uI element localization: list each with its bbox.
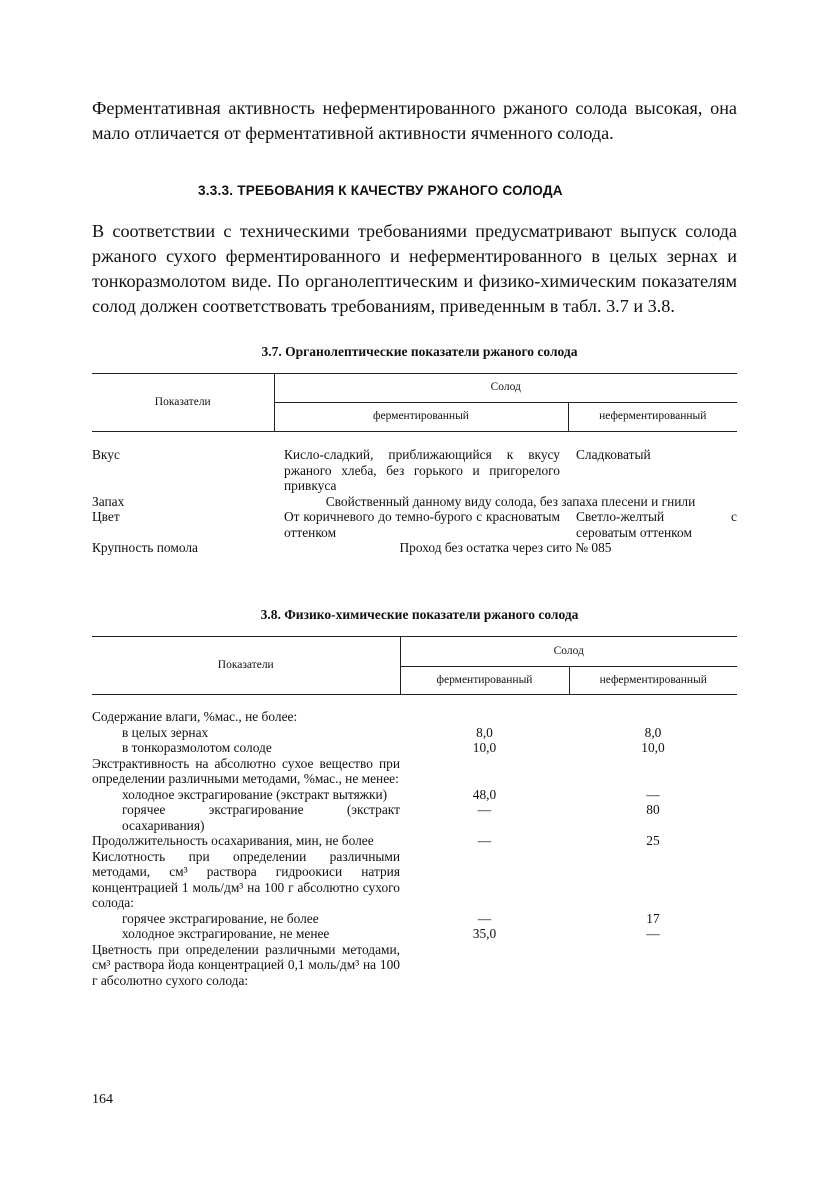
cell-fermented <box>400 942 569 989</box>
row-name: Запах <box>92 493 125 509</box>
cell-fermented: — <box>477 910 492 926</box>
row-label: Содержание влаги, %мас., не более: <box>92 709 298 724</box>
cell-fermented <box>400 695 569 725</box>
row-name: Цвет <box>92 509 120 524</box>
table-38-title: 3.8. Физико-химические показатели ржаного солода <box>260 607 579 622</box>
row-label: в целых зернах <box>122 724 209 740</box>
row-label: горячее экстрагирование, не более <box>122 910 319 926</box>
cell-fermented: — <box>477 802 492 817</box>
table-38-header-fermented: ферментированный <box>400 667 569 695</box>
cell-unfermented: 25 <box>646 833 660 848</box>
cell-fermented: 35,0 <box>472 926 497 941</box>
row-label: холодное экстрагирование (экстракт вытяжки) <box>122 786 388 802</box>
table-37-header-unfermented: неферментированный <box>568 403 737 432</box>
table-37-header-malt: Солод <box>274 374 737 403</box>
row-name: Крупность помола <box>92 540 198 555</box>
row-label: Продолжительность осахаривания, мин, не более <box>92 833 374 848</box>
cell-unfermented: Светло-желтый с сероватым оттенком <box>576 509 737 540</box>
cell-merged: Свойственный данному виду солода, без запаха плесени и гнили <box>325 493 696 509</box>
table-38-header-unfermented: неферментированный <box>569 667 737 695</box>
cell-fermented: 8,0 <box>476 724 493 740</box>
table-38 <box>92 636 737 988</box>
table-37-title: 3.7. Органолептические показатели ржаного солода <box>261 344 578 359</box>
table-37 <box>92 373 737 556</box>
cell-fermented <box>400 756 569 787</box>
table-row <box>92 725 737 741</box>
table-row <box>92 756 737 787</box>
table-row <box>92 740 737 756</box>
page-number: 164 <box>92 1092 113 1107</box>
cell-unfermented: — <box>646 786 660 802</box>
table-row <box>92 911 737 927</box>
row-label: Цветность при определении различными методами, см³ раствора йода концентрацией 0,1 моль/дм³ на 100 г абсолютно сухого солода: <box>92 941 400 988</box>
cell-unfermented <box>569 756 737 787</box>
table-38-header-indicator: Показатели <box>92 637 400 695</box>
row-label: горячее экстрагирование (экстракт осахаривания) <box>122 802 400 833</box>
table-row <box>92 833 737 849</box>
table-row <box>92 509 737 540</box>
section-heading: 3.3.3. ТРЕБОВАНИЯ К КАЧЕСТВУ РЖАНОГО СОЛОДА <box>198 183 563 198</box>
table-row <box>92 540 737 556</box>
cell-unfermented: — <box>646 926 660 941</box>
cell-fermented: От коричневого до темно-бурого с красноватым оттенком <box>284 509 560 540</box>
table-row <box>92 926 737 942</box>
row-label: Кислотность при определении различными методами, см³ раствора гидроокиси натрия концентрацией 1 моль/дм³ на 100 г абсолютно сухого солода: <box>92 848 400 910</box>
intro-paragraph: Ферментативная активность неферментированного ржаного солода высокая, она мало отличается от ферментативной активности ячменного солода. <box>92 98 737 143</box>
cell-unfermented <box>569 849 737 911</box>
cell-unfermented: 80 <box>646 802 660 817</box>
row-label: в тонкоразмолотом солоде <box>122 740 272 755</box>
table-row <box>92 942 737 989</box>
table-row <box>92 849 737 911</box>
cell-fermented: 48,0 <box>472 786 497 802</box>
row-name: Вкус <box>92 447 120 462</box>
cell-fermented: Кисло-сладкий, приближающийся к вкусу ржаного хлеба, без горького и пригорелого привкуса <box>284 447 560 493</box>
cell-unfermented <box>569 942 737 989</box>
table-row <box>92 802 737 833</box>
table-38-header-malt: Солод <box>400 637 737 667</box>
table-37-header-fermented: ферментированный <box>274 403 568 432</box>
cell-unfermented: 17 <box>646 910 660 926</box>
cell-unfermented: 8,0 <box>644 724 662 740</box>
cell-fermented <box>400 849 569 911</box>
cell-unfermented <box>569 695 737 725</box>
cell-fermented: 10,0 <box>472 740 497 755</box>
cell-unfermented: 10,0 <box>641 740 665 755</box>
table-37-header-indicator: Показатели <box>92 374 274 432</box>
table-row <box>92 695 737 725</box>
row-label: Экстрактивность на абсолютно сухое вещество при определении различными методами, %мас., не менее: <box>92 755 400 786</box>
table-row <box>92 494 737 510</box>
cell-merged: Проход без остатка через сито № 085 <box>399 540 612 555</box>
cell-unfermented: Сладковатый <box>576 447 651 462</box>
cell-fermented: — <box>477 833 492 848</box>
table-row <box>92 787 737 803</box>
requirements-paragraph: В соответствии с техническими требованиями предусматривают выпуск солода ржаного сухого ферментированного и неферментированного в целых зернах и тонкоразмолотом виде. По органолептическим и физико-химическим показателям солод должен соответствовать требованиям, приведенным в табл. 3.7 и 3.8. <box>92 221 737 316</box>
row-label: холодное экстрагирование, не менее <box>122 926 330 941</box>
table-row <box>92 432 737 494</box>
